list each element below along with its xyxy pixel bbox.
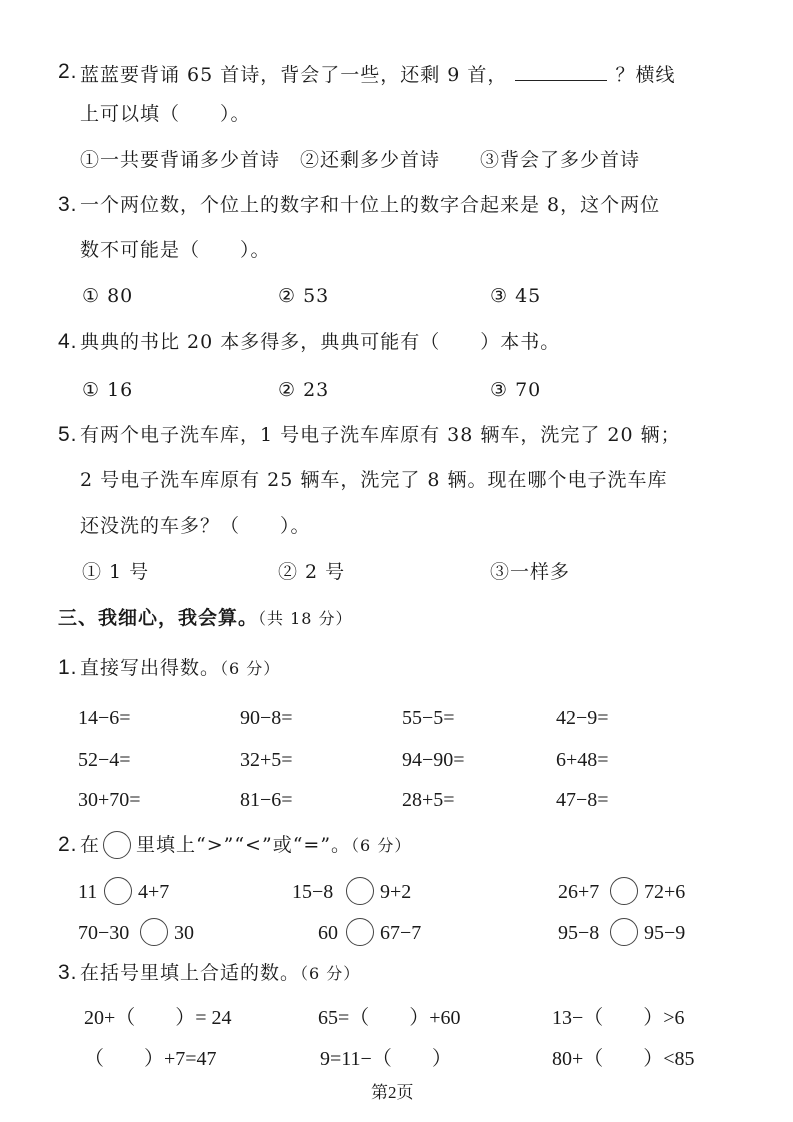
s3-number: 3.	[58, 961, 78, 984]
q4-number: 4.	[58, 330, 78, 353]
calc-item: 14−6=	[78, 707, 131, 729]
calc-item: 90−8=	[240, 707, 293, 729]
s1-points: （6 分）	[220, 659, 281, 678]
q3-line2: 数不可能是（ ）。	[80, 239, 271, 261]
calc-item: 42−9=	[556, 707, 609, 729]
calc-item: 94−90=	[402, 749, 465, 771]
calc-item: 55−5=	[402, 707, 455, 729]
fill-item[interactable]: 20+（ ）= 24	[84, 1007, 232, 1029]
calc-item: 6+48=	[556, 749, 609, 771]
calc-item: 28+5=	[402, 789, 455, 811]
q4-line1: 典典的书比 20 本多得多，典典可能有（ ）本书。	[80, 331, 561, 353]
fill-item[interactable]: 80+（ ）<85	[552, 1048, 695, 1070]
q2-options: ①一共要背诵多少首诗 ②还剩多少首诗 ③背会了多少首诗	[80, 149, 641, 171]
fill-item[interactable]: （ ）+7=47	[84, 1048, 217, 1070]
s3-title: 在括号里填上合适的数。	[80, 962, 301, 984]
q4-option-1: ① 16	[82, 379, 134, 401]
compare-circle[interactable]	[610, 877, 638, 905]
q2-answer-blank[interactable]	[515, 60, 607, 81]
compare-left: 26+7	[558, 881, 600, 903]
q2-line1	[80, 60, 675, 87]
compare-left: 60	[318, 922, 338, 944]
calc-item: 81−6=	[240, 789, 293, 811]
compare-left: 95−8	[558, 922, 600, 944]
q2-line1-end: ？横线	[615, 64, 676, 86]
q5-option-2: ② 2 号	[278, 561, 346, 583]
calc-item: 52−4=	[78, 749, 131, 771]
compare-right: 9+2	[380, 881, 412, 903]
fill-item[interactable]: 13−（ ）>6	[552, 1007, 685, 1029]
compare-circle[interactable]	[104, 877, 132, 905]
compare-right: 30	[174, 922, 194, 944]
compare-left: 70−30	[78, 922, 130, 944]
calc-item: 30+70=	[78, 789, 141, 811]
q5-line3: 还没洗的车多？（ ）。	[80, 515, 311, 537]
s1-title: 直接写出得数。	[80, 657, 221, 679]
q2-number: 2.	[58, 60, 78, 83]
compare-right: 72+6	[644, 881, 686, 903]
s2-title-start: 在	[80, 834, 101, 856]
compare-circle[interactable]	[610, 918, 638, 946]
s1-number: 1.	[58, 656, 78, 679]
compare-circle[interactable]	[140, 918, 168, 946]
s3-heading	[80, 961, 360, 986]
compare-right: 95−9	[644, 922, 686, 944]
compare-circle[interactable]	[346, 877, 374, 905]
compare-left: 15−8	[292, 881, 334, 903]
s2-title-end: 里填上“>”“<”或“=”。	[136, 834, 352, 856]
s1-heading	[80, 656, 280, 681]
s2-heading	[136, 833, 411, 858]
q5-number: 5.	[58, 423, 78, 446]
q5-line2: 2 号电子洗车库原有 25 辆车，洗完了 8 辆。现在哪个电子洗车库	[80, 469, 668, 491]
q4-option-3: ③ 70	[490, 379, 542, 401]
example-circle	[103, 831, 131, 859]
q3-option-3: ③ 45	[490, 285, 542, 307]
s3-points: （6 分）	[300, 964, 361, 983]
q3-option-2: ② 53	[278, 285, 330, 307]
q5-option-3: ③一样多	[490, 561, 571, 583]
q5-line1: 有两个电子洗车库，1 号电子洗车库原有 38 辆车，洗完了 20 辆；	[80, 424, 681, 446]
compare-circle[interactable]	[346, 918, 374, 946]
q3-line1: 一个两位数，个位上的数字和十位上的数字合起来是 8，这个两位	[80, 194, 661, 216]
q2-line2: 上可以填（ ）。	[80, 103, 251, 125]
q2-line1-text: 蓝蓝要背诵 65 首诗，背会了一些，还剩 9 首，	[80, 64, 508, 86]
compare-right: 67−7	[380, 922, 422, 944]
compare-left: 11	[78, 881, 98, 903]
q3-option-1: ① 80	[82, 285, 134, 307]
section3-heading	[58, 606, 353, 631]
fill-item[interactable]: 9=11−（ ）	[320, 1048, 452, 1070]
s2-number: 2.	[58, 833, 78, 856]
q3-number: 3.	[58, 193, 78, 216]
s2-points: （6 分）	[351, 836, 412, 855]
q4-option-2: ② 23	[278, 379, 330, 401]
compare-right: 4+7	[138, 881, 170, 903]
page-number: 第2页	[371, 1083, 414, 1102]
section3-title: 三、我细心，我会算。	[58, 607, 259, 629]
calc-item: 47−8=	[556, 789, 609, 811]
section3-points: （共 18 分）	[258, 609, 353, 628]
q5-option-1: ① 1 号	[82, 561, 150, 583]
calc-item: 32+5=	[240, 749, 293, 771]
fill-item[interactable]: 65=（ ）+60	[318, 1007, 461, 1029]
